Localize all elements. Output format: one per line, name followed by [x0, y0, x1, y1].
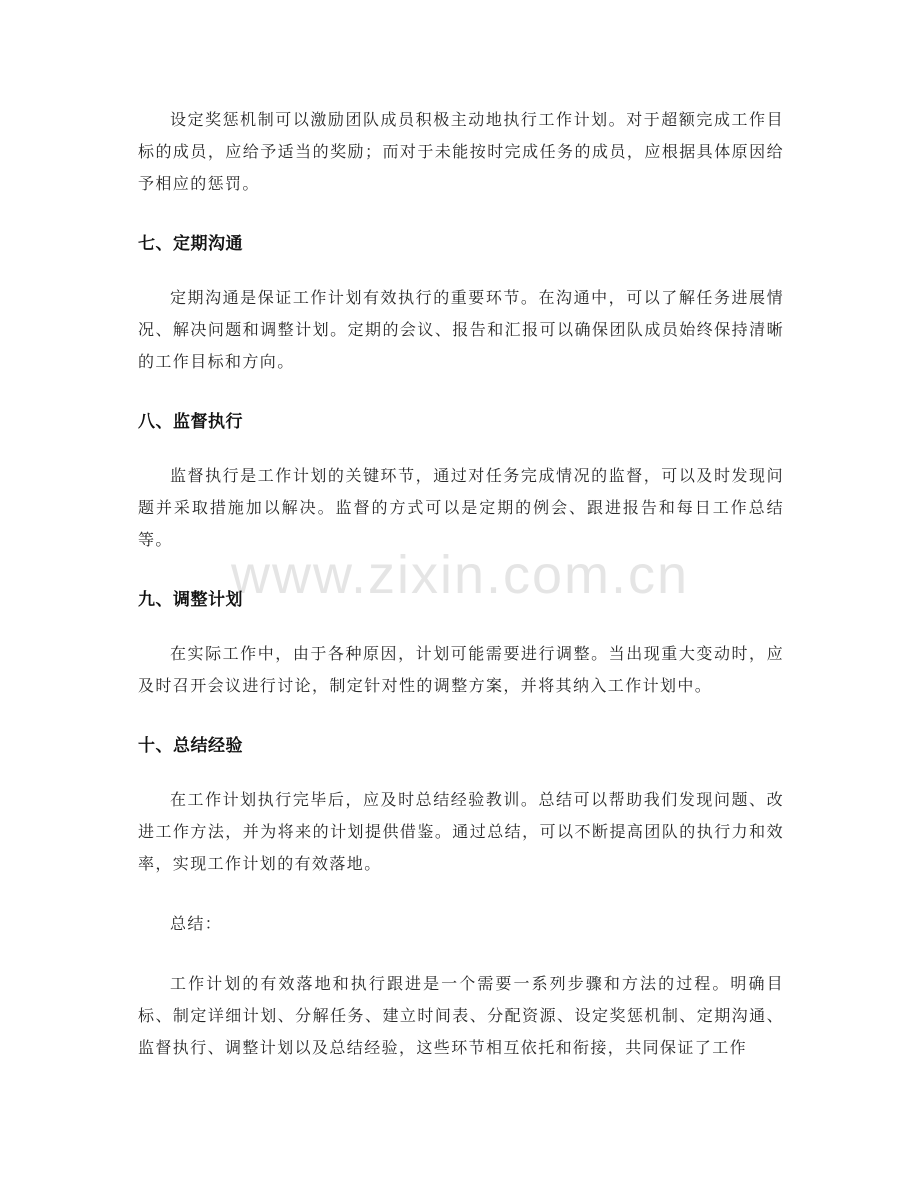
spacer	[138, 378, 784, 406]
spacer	[138, 762, 784, 784]
spacer	[138, 200, 784, 228]
section-body-7: 定期沟通是保证工作计划有效执行的重要环节。在沟通中，可以了解任务进展情况、解决问题和调整计划。定期的会议、报告和汇报可以确保团队成员始终保持清晰的工作目标和方向。	[138, 288, 784, 371]
intro-paragraph: 设定奖惩机制可以激励团队成员积极主动地执行工作计划。对于超额完成工作目标的成员，应给予适当的奖励；而对于未能按时完成任务的成员，应根据具体原因给予相应的惩罚。	[138, 110, 784, 193]
spacer	[138, 702, 784, 730]
section-heading-8: 八、监督执行	[138, 412, 243, 432]
section-body-8: 监督执行是工作计划的关键环节，通过对任务完成情况的监督，可以及时发现问题并采取措施加以解决。监督的方式可以是定期的例会、跟进报告和每日工作总结等。	[138, 466, 784, 549]
spacer	[138, 880, 784, 908]
spacer	[138, 438, 784, 460]
section-heading-10: 十、总结经验	[138, 736, 243, 756]
section-body-9: 在实际工作中，由于各种原因，计划可能需要进行调整。当出现重大变动时，应及时召开会议进行讨论，制定针对性的调整方案，并将其纳入工作计划中。	[138, 644, 784, 695]
spacer	[138, 940, 784, 968]
summary-label: 总结：	[170, 914, 223, 933]
spacer	[138, 556, 784, 584]
section-heading-9: 九、调整计划	[138, 590, 243, 610]
document-page	[138, 104, 784, 1064]
watermark-text: www.zixin.com.cn	[230, 545, 690, 605]
summary-paragraph: 工作计划的有效落地和执行跟进是一个需要一系列步骤和方法的过程。明确目标、制定详细计划、分解任务、建立时间表、分配资源、设定奖惩机制、定期沟通、监督执行、调整计划以及总结经验，这些环节相互依托和衔接，共同保证了工作	[138, 974, 784, 1057]
section-body-10: 在工作计划执行完毕后，应及时总结经验教训。总结可以帮助我们发现问题、改进工作方法，并为将来的计划提供借鉴。通过总结，可以不断提高团队的执行力和效率，实现工作计划的有效落地。	[138, 790, 784, 873]
spacer	[138, 260, 784, 282]
section-heading-7: 七、定期沟通	[138, 234, 243, 254]
spacer	[138, 616, 784, 638]
